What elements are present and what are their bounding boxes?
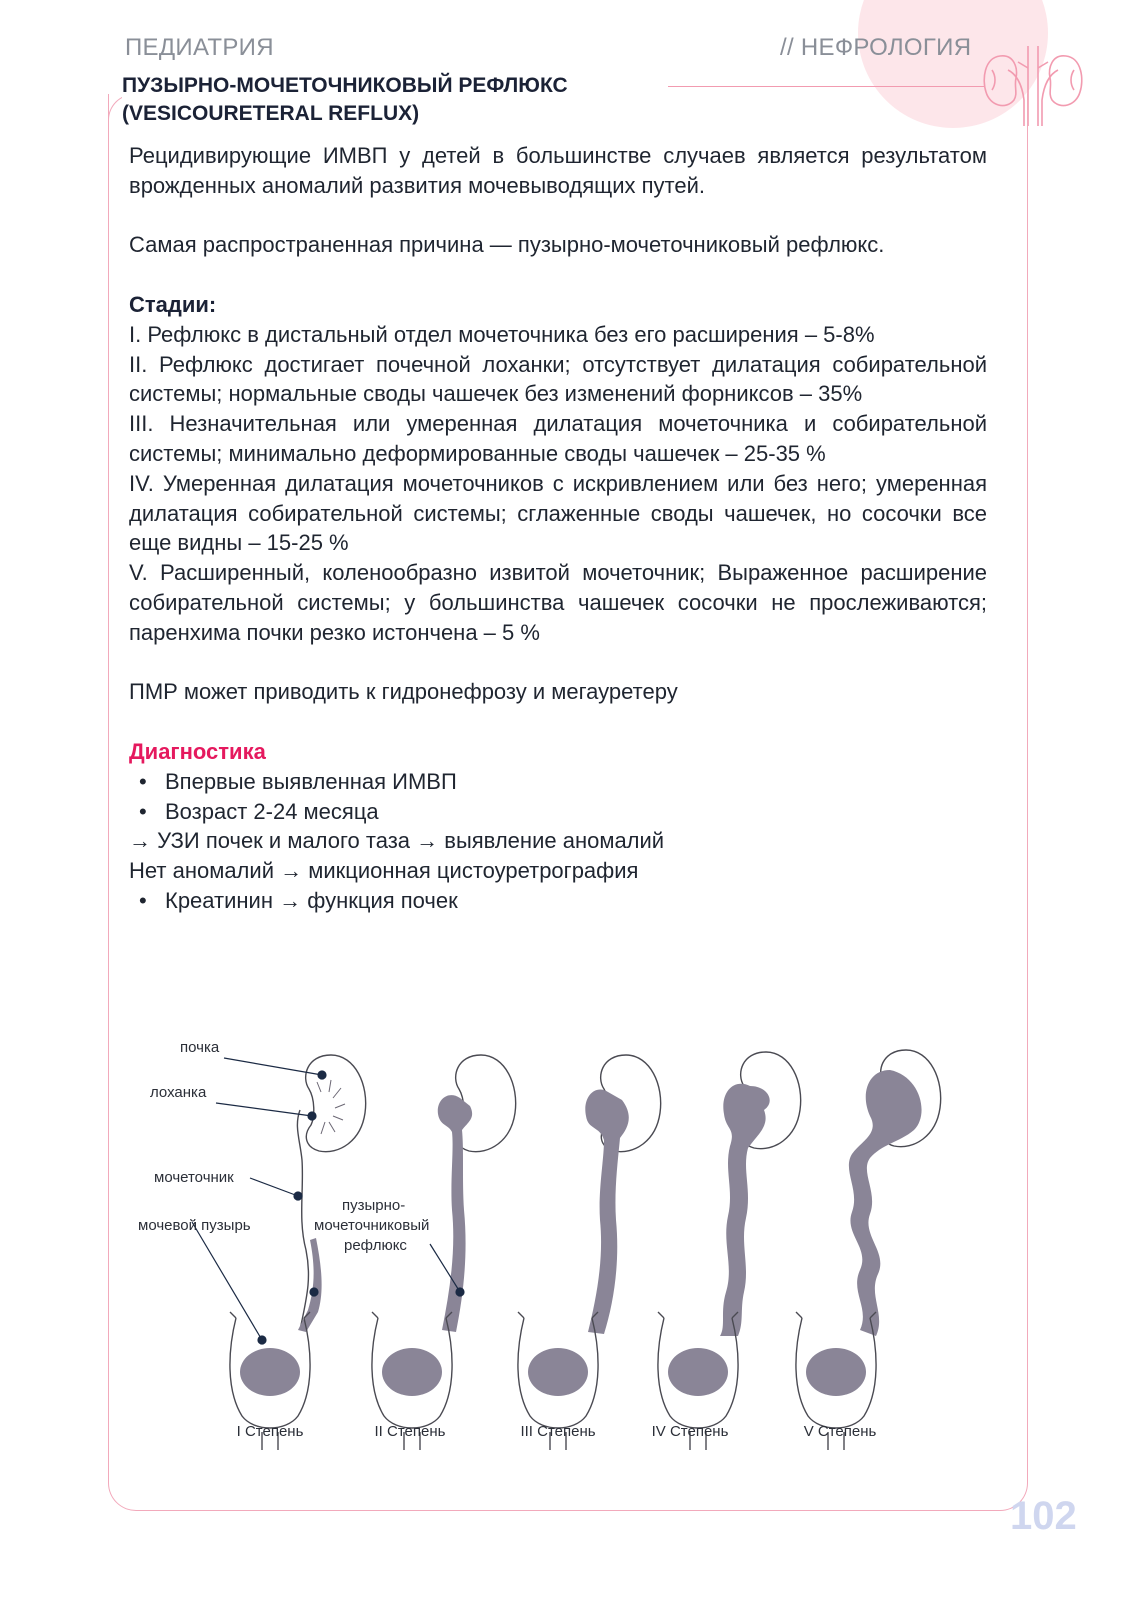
grade-label-2: II Степень — [374, 1423, 446, 1440]
diagnostic-step-2: Нет аномалий → микционная цистоуретрография — [129, 858, 639, 884]
reflux-grades-figure — [130, 1030, 990, 1450]
intro-paragraph-1: Рецидивирующие ИМВП у детей в большинстве случаев является результатом врожденных аномалий развития мочевыводящих путей. — [129, 143, 987, 198]
list-item — [129, 886, 987, 916]
grade-label-4: IV Степень — [651, 1423, 729, 1440]
page-title — [122, 72, 668, 128]
label-kidney: почка — [180, 1039, 220, 1056]
bullet-icon: • — [139, 887, 147, 913]
grade-label-3: III Степень — [520, 1423, 596, 1440]
stage-item-5: V. Расширенный, коленообразно извитой мочеточник; Выраженное расширение собирательной системы; у большинства чашечек сосочки не прослеживаются; паренхима почки резко истончена – 5 % — [129, 560, 987, 645]
grade-4-diagram — [658, 1052, 801, 1450]
grade-3-diagram — [518, 1055, 661, 1450]
stage-item-1: I. Рефлюкс в дистальный отдел мочеточника без его расширения – 5-8% — [129, 321, 875, 347]
grade-5-diagram — [796, 1050, 941, 1450]
bullet-icon: • — [139, 798, 147, 824]
header-section-left: ПЕДИАТРИЯ — [125, 34, 274, 61]
label-reflux-1: пузырно- — [342, 1197, 406, 1214]
label-ureter: мочеточник — [154, 1169, 234, 1186]
diagnostics-heading: Диагностика — [129, 738, 266, 764]
label-pelvis: лоханка — [150, 1084, 207, 1101]
list-item-text: Креатинин → функция почек — [165, 887, 458, 913]
bullet-icon: • — [139, 768, 147, 794]
list-item — [129, 797, 987, 827]
label-reflux-2: мочеточниковый — [314, 1217, 430, 1234]
list-item-text: Возраст 2-24 месяца — [165, 798, 379, 824]
list-item-text: Впервые выявленная ИМВП — [165, 768, 457, 794]
intro-paragraph-2: Самая распространенная причина — пузырно-мочеточниковый рефлюкс. — [129, 232, 885, 258]
title-line-1: ПУЗЫРНО-МОЧЕТОЧНИКОВЫЙ РЕФЛЮКС — [122, 74, 568, 97]
label-reflux-3: рефлюкс — [344, 1237, 407, 1254]
main-content — [129, 141, 987, 916]
stage-item-3: III. Незначительная или умеренная дилатация мочеточника и собирательной системы; минимально деформированные своды чашечек – 25-35 % — [129, 411, 987, 466]
diagnostic-step-1: → УЗИ почек и малого таза → выявление аномалий — [129, 828, 665, 854]
grade-label-5: V Степень — [803, 1423, 877, 1440]
stage-item-4: IV. Умеренная дилатация мочеточников с искривлением или без него; умеренная дилатация собирательной системы; сглаженные своды чашечек, но сосочки все еще видны – 15-25 % — [129, 470, 987, 556]
label-bladder: мочевой пузырь — [138, 1217, 251, 1234]
stages-heading: Стадии: — [129, 291, 217, 317]
note-paragraph: ПМР может приводить к гидронефрозу и мегауретеру — [129, 679, 678, 705]
title-line-2: (VESICOURETERAL REFLUX) — [122, 102, 420, 125]
stage-item-2: II. Рефлюкс достигает почечной лоханки; отсутствует дилатация собирательной системы; нормальные своды чашечек без изменений форниксов – 35% — [129, 351, 987, 407]
page-number: 102 — [1010, 1494, 1077, 1538]
grade-label-1: I Степень — [236, 1423, 304, 1440]
title-rule — [654, 86, 984, 87]
header-section-right: // НЕФРОЛОГИЯ — [780, 34, 972, 61]
list-item — [129, 767, 987, 797]
